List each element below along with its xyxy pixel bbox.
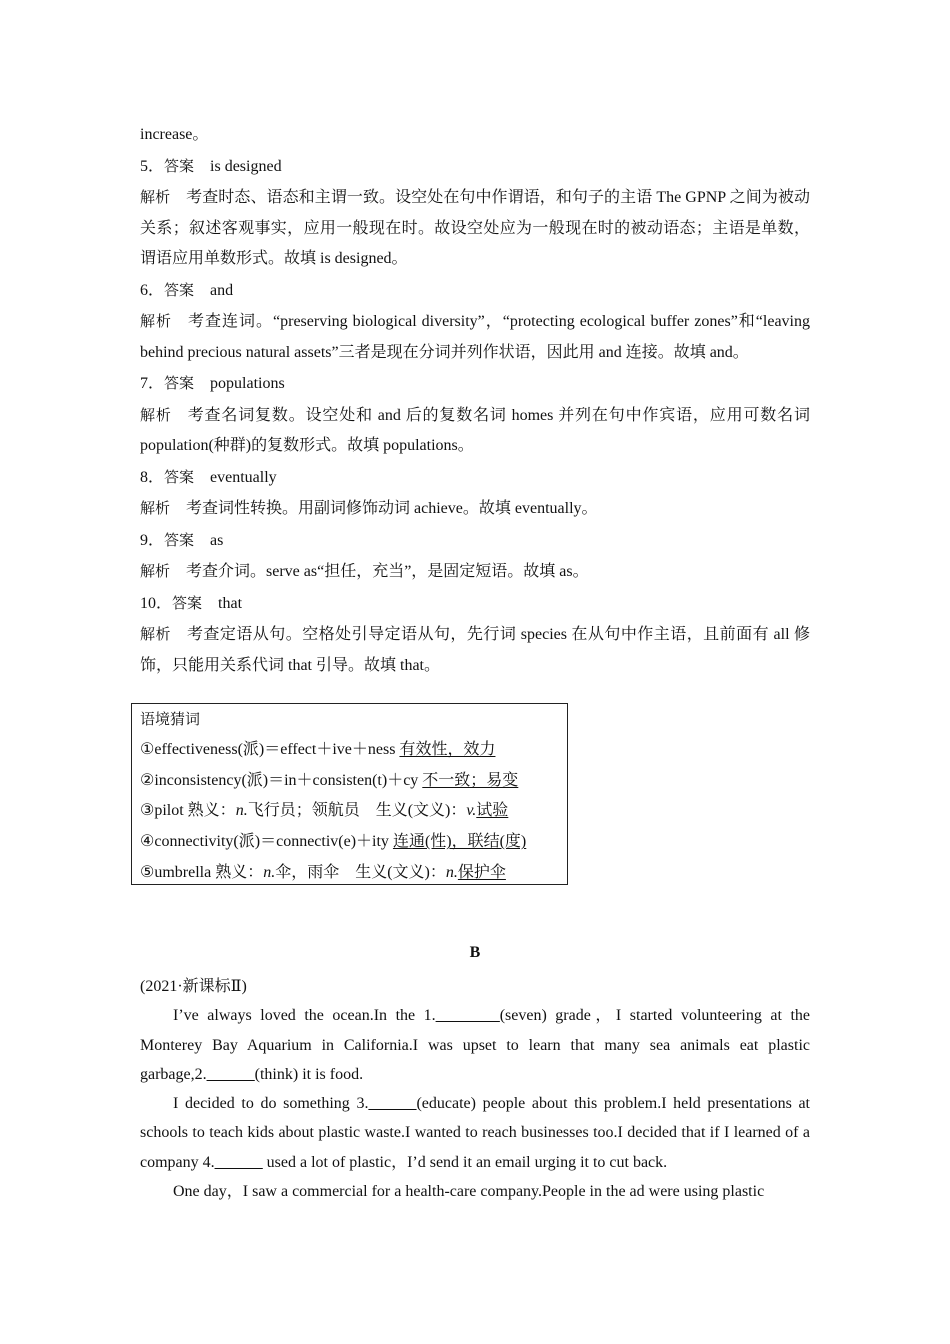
- explanation-5: [140, 182, 810, 275]
- vocab-entry-meaning: 连通(性)，联结(度): [392, 833, 527, 851]
- vocab-entry-1: [140, 735, 559, 766]
- answer-value: is designed: [210, 157, 282, 175]
- vocab-entry-text: ⑤umbrella 熟义：: [140, 863, 264, 881]
- vocab-entry-text-2: 飞行员；领航员 生义(文义)：: [247, 802, 467, 820]
- reading-passage: [140, 972, 810, 1206]
- answer-label: 答案: [164, 280, 195, 299]
- vocab-entry-meaning: 保护伞: [457, 863, 506, 881]
- blank-3: ______: [368, 1095, 417, 1113]
- item-number: 9．: [140, 531, 165, 549]
- vocab-entry-meaning: 有效性，效力: [399, 740, 496, 758]
- vocab-box-title: 语境猜词: [140, 710, 201, 728]
- vocab-entry-text: ③pilot 熟义：: [140, 802, 236, 820]
- answer-line-8: [140, 462, 810, 494]
- part-of-speech: n.: [263, 863, 276, 881]
- answer-value: populations: [210, 375, 285, 392]
- explanation-10: [140, 619, 810, 681]
- explanation-text: 考查名词复数。设空处和 and 后的复数名词 homes 并列在句中作宾语，应用可数名词 population(种群)的复数形式。故填 populations。: [140, 406, 810, 454]
- vocab-entry-meaning: 试验: [476, 802, 509, 820]
- part-of-speech: v.: [466, 802, 477, 820]
- explanation-text: 考查词性转换。用副词修饰动词 achieve。故填 eventually。: [186, 500, 598, 517]
- blank-4: ______: [214, 1153, 263, 1171]
- passage-paragraph-3: One day，I saw a commercial for a health-care company.People in the ad were using plastic: [173, 1183, 765, 1201]
- answer-label: 答案: [164, 467, 195, 486]
- passage-text: (educate) people about this problem.I held presentations at schools to teach kids about plastic waste.I wanted to reach businesses too.I decided that if I learned of a company 4.: [140, 1095, 811, 1171]
- passage-text: I decided to do something 3.: [173, 1095, 369, 1113]
- blank-2: ______: [206, 1065, 255, 1083]
- passage-text: used a lot of plastic，I’d send it an email urging it to cut back.: [262, 1153, 668, 1171]
- part-of-speech: n.: [445, 863, 458, 881]
- explanation-text: 考查时态、语态和主谓一致。设空处在句中作谓语，和句子的主语 The GPNP 之间为被动关系；叙述客观事实，应用一般现在时。故设空处应为一般现在时的被动语态；主语是单数，谓语应用单数形式。故填 is designed。: [140, 189, 810, 267]
- answer-line-5: [140, 151, 810, 183]
- answer-label: 答案: [172, 593, 203, 612]
- answer-label: 答案: [164, 530, 195, 549]
- intro-tail: increase。: [140, 126, 209, 143]
- section-heading: B: [469, 944, 481, 961]
- vocab-guess-box: [131, 703, 568, 885]
- passage-text: I’ve always loved the ocean.In the 1.: [173, 1007, 436, 1025]
- answer-value: that: [218, 594, 243, 612]
- vocab-entry-text-2: 伞，雨伞 生义(文义)：: [275, 863, 446, 881]
- answer-value: as: [210, 531, 224, 549]
- explain-label: 解析: [140, 625, 171, 643]
- item-number: 6．: [140, 281, 165, 299]
- answer-value: and: [210, 281, 234, 299]
- explanation-7: [140, 400, 810, 462]
- answer-value: eventually: [210, 468, 277, 486]
- item-number: 5．: [140, 157, 165, 175]
- item-number: 8．: [140, 468, 165, 486]
- answer-line-7: [140, 368, 810, 400]
- vocab-entry-text: ②inconsistency(派)＝in＋consisten(t)＋cy: [140, 771, 423, 789]
- passage-text: (seven) grade，I started volunteering at the Monterey Bay Aquarium in California.I was upset to learn that many sea animals eat plastic garbage,2.: [140, 1007, 810, 1083]
- explain-label: 解析: [140, 499, 171, 517]
- vocab-entry-meaning: 不一致；易变: [422, 771, 519, 789]
- explain-label: 解析: [140, 312, 173, 330]
- explanation-text: 考查介词。serve as“担任，充当”，是固定短语。故填 as。: [186, 563, 589, 580]
- explanation-6: [140, 306, 810, 368]
- passage-paragraph-2: [140, 1089, 810, 1177]
- item-number: 10．: [140, 594, 173, 612]
- explanation-text: 考查连词。“preserving biological diversity”，“protecting ecological buffer zones”和“leaving behind precious natural assets”三者是现在分词并列作状语，因此用 and 连接。故填 and。: [140, 313, 810, 361]
- vocab-entry-2: [140, 766, 559, 797]
- passage-paragraph-1: [140, 1001, 810, 1089]
- answer-key: [140, 120, 810, 681]
- vocab-entry-text: ④connectivity(派)＝connectiv(e)＋ity: [140, 833, 393, 851]
- blank-1: ________: [435, 1007, 500, 1025]
- explanation-9: [140, 556, 810, 588]
- part-of-speech: n.: [235, 802, 248, 820]
- answer-line-6: [140, 275, 810, 307]
- explain-label: 解析: [140, 405, 172, 424]
- item-number: 7．: [140, 375, 165, 392]
- passage-text: (think) it is food.: [254, 1065, 364, 1083]
- vocab-entry-text: ①effectiveness(派)＝effect＋ive＋ness: [140, 740, 400, 758]
- explanation-text: 考查定语从句。空格处引导定语从句，先行词 species 在从句中作主语，且前面有 all 修饰，只能用关系代词 that 引导。故填 that。: [140, 626, 810, 674]
- answer-label: 答案: [164, 156, 195, 175]
- answer-label: 答案: [164, 374, 195, 392]
- explain-label: 解析: [140, 188, 171, 206]
- answer-line-10: [140, 588, 810, 620]
- vocab-entry-4: [140, 827, 559, 858]
- vocab-entry-5: [140, 858, 559, 889]
- explain-label: 解析: [140, 562, 171, 580]
- passage-source: (2021·新课标Ⅱ): [140, 978, 247, 995]
- explanation-8: [140, 493, 810, 525]
- vocab-entry-3: [140, 796, 559, 827]
- answer-line-9: [140, 525, 810, 557]
